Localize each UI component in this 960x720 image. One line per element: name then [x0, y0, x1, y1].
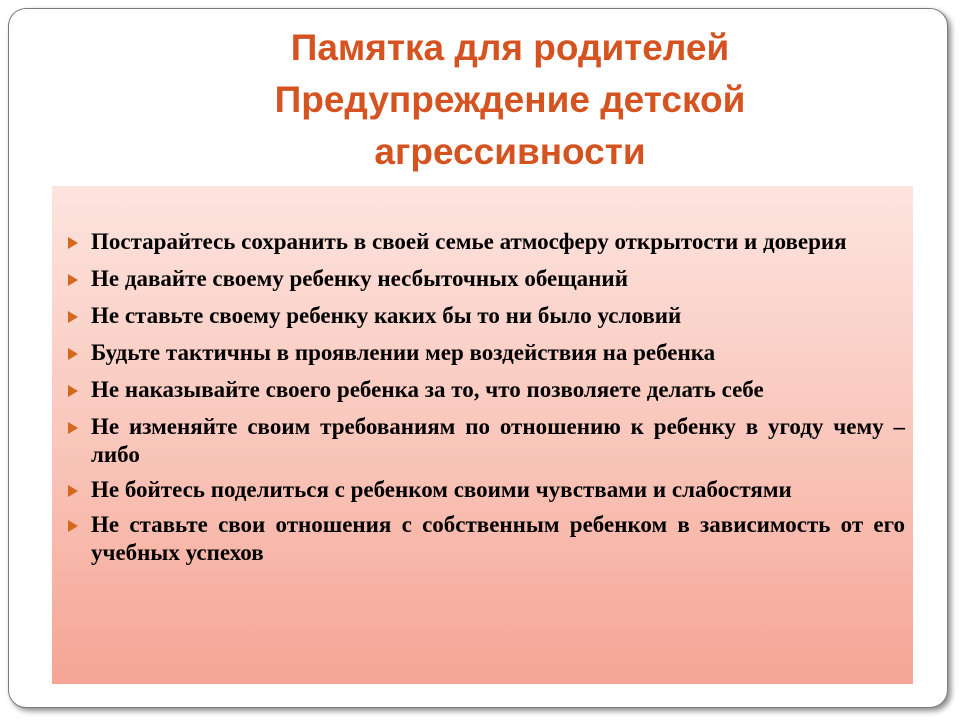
list-item-text: Постарайтесь сохранить в своей семье атмосферу открытости и доверия: [91, 229, 847, 254]
arrowhead-bullet-icon: [68, 311, 78, 323]
list-item: [68, 228, 905, 256]
list-item-text: Не ставьте свои отношения с собственным ребенком в зависимость от его учебных успехов: [91, 512, 905, 565]
arrowhead-bullet-icon: [68, 485, 78, 497]
title-line-2: Предупреждение детской: [274, 79, 746, 120]
list-item: [68, 302, 905, 330]
list-item: [68, 265, 905, 293]
arrowhead-bullet-icon: [68, 274, 78, 286]
list-item: [68, 413, 905, 469]
list-item-text: Не изменяйте своим требованиям по отношению к ребенку в угоду чему – либо: [91, 414, 905, 467]
arrowhead-bullet-icon: [68, 237, 78, 249]
list-item: [68, 339, 905, 367]
title-line-3: агрессивности: [374, 131, 646, 172]
list-item-text: Не давайте своему ребенку несбыточных обещаний: [91, 266, 628, 291]
page-title: [60, 22, 960, 178]
bullet-list: [52, 186, 913, 567]
list-item-text: Не ставьте своему ребенку каких бы то ни было условий: [91, 303, 682, 328]
arrowhead-bullet-icon: [68, 348, 78, 360]
arrowhead-bullet-icon: [68, 385, 78, 397]
title-line-1: Памятка для родителей: [290, 27, 730, 68]
arrowhead-bullet-icon: [68, 520, 78, 532]
list-item-text: Не наказывайте своего ребенка за то, что позволяете делать себе: [91, 377, 764, 402]
list-item-text: Не бойтесь поделиться с ребенком своими чувствами и слабостями: [91, 477, 792, 502]
arrowhead-bullet-icon: [68, 422, 78, 434]
content-box: [52, 186, 913, 684]
list-item: [68, 476, 905, 504]
list-item: [68, 511, 905, 567]
list-item-text: Будьте тактичны в проявлении мер воздействия на ребенка: [91, 340, 716, 365]
list-item: [68, 376, 905, 404]
